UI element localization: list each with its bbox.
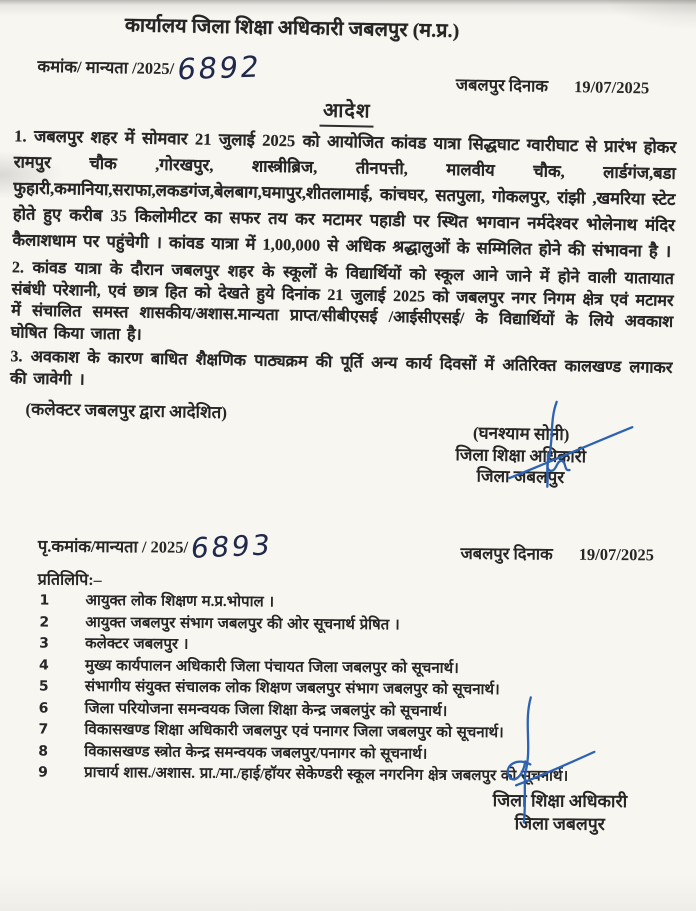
- signatory-district: जिला जबलपुर: [476, 466, 565, 487]
- endorsement-reference-label: पृ.कमांक/मान्यता / 2025/: [37, 536, 189, 557]
- handwritten-endorsement-number: 6893: [189, 528, 275, 565]
- copy-list-item: 2 आयुक्त जबलपुर संभाग जबलपुर की ओर सूचनार्थ प्रेषित ।: [39, 614, 400, 633]
- endorsement-date-line: [460, 541, 654, 566]
- order-paragraph-2: 2. कांवड यात्रा के दौरान जबलपुर शहर के स्कूलों के विद्यार्थियों को स्कूल आने जाने में होने वाली यातायात संबंधी परेशानी, एवं छात्र हित को देखते हुये दिनांक 21 जुलाई 2025 को जबलपुर नगर निगम क्षेत्र एवं मटामर में संचालित समस्त शासकीय/अशास.मान्यता प्राप्त/सीबीएसई /आईसीएसई/ के विद्यार्थियों के लिये अवकाश घोषित किया जाता है।: [10, 259, 675, 344]
- footer-signatory-title: जिला शिक्षा अधिकारी: [492, 790, 628, 812]
- copy-list-item: 7 विकासखण्ड शिक्षा अधिकारी जबलपुर एवं पनागर जिला जबलपुर को सूचनार्थ।: [38, 721, 504, 742]
- ordered-by-note: (कलेक्टर जबलपुर द्वारा आदेशित): [25, 399, 228, 423]
- copy-list-item: 4 मुख्य कार्यपालन अधिकारी जिला पंचायत जिला जबलपुर को सूचनार्थ।: [38, 657, 459, 677]
- order-paragraph-3: 3. अवकाश के कारण बाधित शैक्षणिक पाठ्यक्रम की पूर्ति अन्य कार्य दिवसों में अतिरिक्त कालखण्ड लगाकर की जावेगी ।: [9, 348, 673, 389]
- signatory-name: (घनश्याम सोनी): [472, 423, 570, 445]
- signatory-title: जिला शिक्षा अधिकारी: [455, 444, 587, 466]
- endorsement-reference-line: [37, 526, 275, 565]
- endorsement-date-value: 19/07/2025: [578, 544, 654, 565]
- copy-list-item: 8 विकासखण्ड स्त्रोत केन्द्र समन्वयक जबलपुर/पनागर को सूचनार्थ।: [38, 743, 428, 763]
- date-value: 19/07/2025: [573, 77, 650, 98]
- copy-list-item: 6 जिला परियोजना समन्वयक जिला शिक्षा केन्द्र जबलपुंर को सूचनार्थ।: [38, 700, 448, 720]
- order-paragraph-1: 1. जबलपुर शहर में सोमवार 21 जुलाई 2025 को आयोजित कांवड यात्रा सिद्धघाट ग्वारीघाट से प्रारंभ होकर रामपुर चौक ,गोरखपुर, शास्त्रीब्रिज, तीनपत्ती, मालवीय चौक, लार्डगंज,बडा फुहारी,कमानिया,सराफा,लकडगंज,बेलबाग,घमापुर,शीतलामाई, कांचघर, सतपुला, गोकलपुर, रांझी ,खमरिया स्टेट होते हुए करीब 35 किलोमीटर का सफर तय कर मटामर पहाडी पर स्थित भगवान नर्मदेश्वर भोलेनाथ मंदिर कैलाशधाम पर पहुंचेगी । कांवड यात्रा में 1,00,000 से अधिक श्रद्धालुओं के सम्मिलित होने की संभावना है ।: [12, 126, 677, 261]
- handwritten-ref-number: 6892: [175, 49, 264, 87]
- office-title: कार्यालय जिला शिक्षा अधिकारी जबलपुर (म.प्र.): [124, 15, 460, 43]
- order-heading: आदेश: [0, 90, 695, 133]
- copy-list-item: 1 आयुक्त लोक शिक्षण म.प्र.भोपाल ।: [39, 592, 275, 611]
- reference-label: कमांक/ मान्यता /2025/: [37, 56, 175, 79]
- footer-signatory-district: जिला जबलपुर: [514, 813, 605, 834]
- footer-signatory-block: [444, 789, 676, 837]
- copy-list-item: 9 प्राचार्य शास./अशास. प्रा./मा./हाई/हॉयर सेकेण्डरी स्कूल नगरनिग क्षेत्र जबलपुर को सूचनार्थ।: [38, 764, 569, 785]
- copies-list: [38, 591, 648, 789]
- copy-list-item: 5 संभागीय संयुक्त संचालक लोक शिक्षण जबलपुर संभाग जबलपुर को सूचनार्थ।: [38, 678, 500, 699]
- place-date-label: जबलपुर दिनाक: [455, 75, 549, 96]
- copy-list-item: 3 कलेक्टर जबलपुर ।: [39, 635, 189, 653]
- copies-heading: प्रतिलिपि:–: [37, 571, 102, 590]
- endorsement-place-date-label: जबलपुर दिनाक: [460, 543, 553, 564]
